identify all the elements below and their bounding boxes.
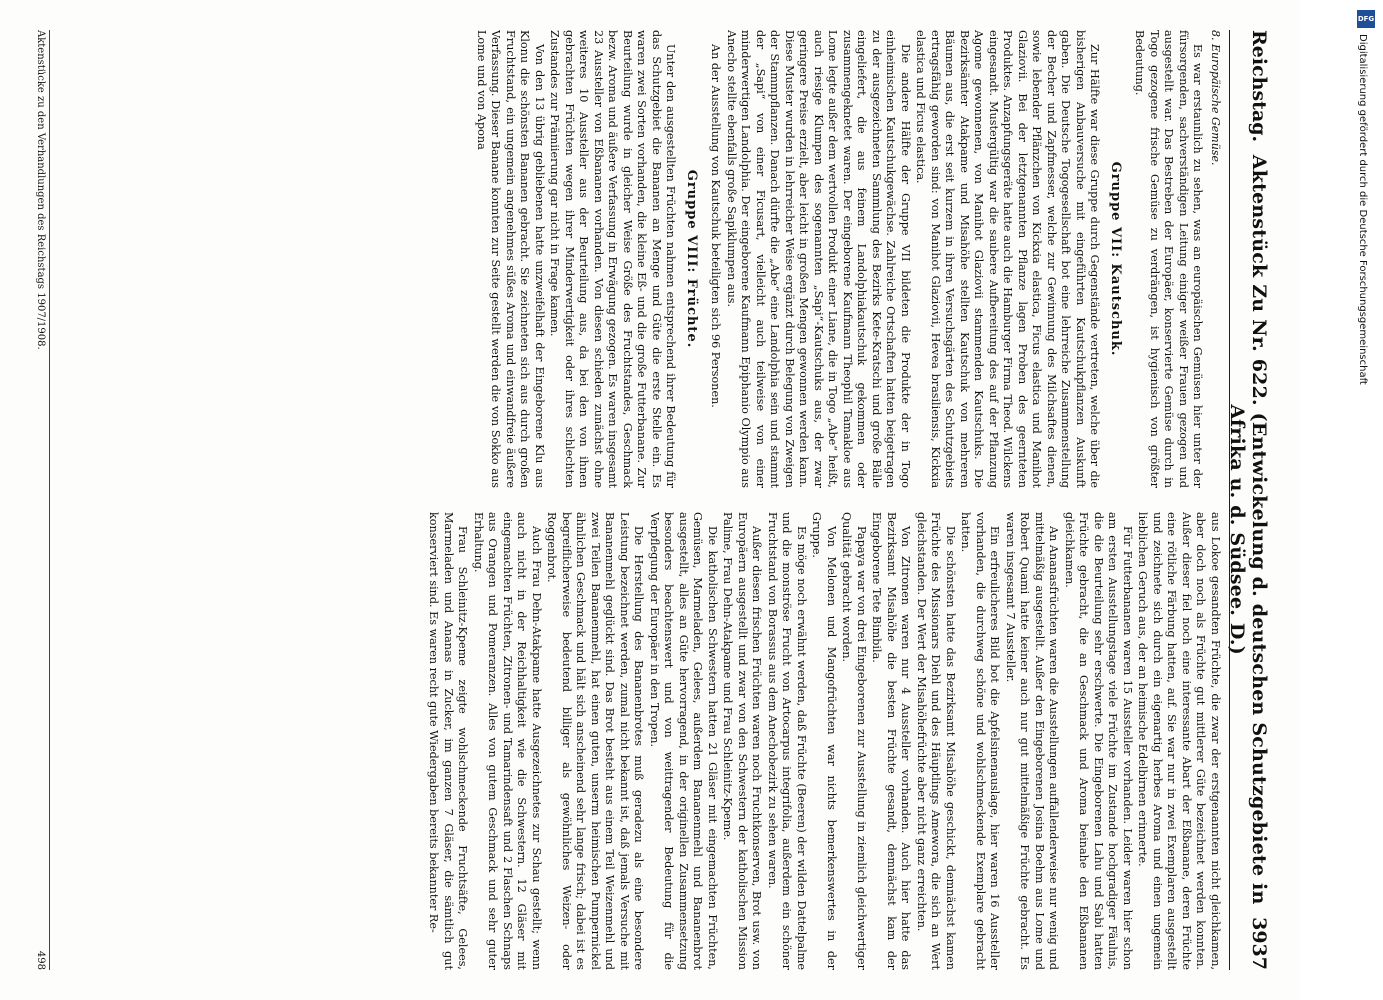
paragraph: Frau Schleinitz-Kpeme zeigte wohlschmeckende Fruchtsäfte, Gelees, Marmeladen und Ananas in Zucker, im ganzen 7 Gläser, die sämtlich gut konserviert sind. Es waren recht gute Wiedergaben bereits bekannter Re- <box>427 512 470 970</box>
page-footer <box>26 30 50 970</box>
funding-text: Digitalisierung gefördert durch die Deutsche Forschungsgemeinschaft <box>1357 34 1368 385</box>
page-number: 3937 <box>1248 917 1270 970</box>
footer-page-number: 498 <box>35 950 46 970</box>
funding-note <box>1357 10 1379 710</box>
subsection-heading: 8. Europäische Gemüse. <box>1209 30 1222 166</box>
footer-source: Aktenstücke zu den Verhandlungen des Reichstags 1907/1908. <box>35 30 46 350</box>
paragraph: Die Herstellung des Bananenbrotes muß geradezu als eine besondere Leistung bezeichnet werden, zumal nicht bekannt ist, daß jemals Versuche mit Bananenmehl geglückt sind. Das Brot besteht aus einem Teil Weizenmehl und zwei Teilen Bananenmehl, hat einen guten, unserm heimischen Pumpernickel ähnlichen Geschmack und hält sich anscheinend sehr lange frisch; dabei ist es begreiflicherweise bedeutend billiger als gewöhnliches Weizen- oder Roggenbrot. <box>545 512 646 970</box>
page-header <box>1226 30 1270 970</box>
paragraph: aus Lokoe gesandten Früchte, die zwar der erstgenannten nicht gleichkamen, aber doch noch als Früchte gut mittlerer Güte bezeichnet werden konnten. Außer dieser fiel noch eine interessante Abart der Eßbanane, deren Früchte eine rötliche Färbung hatten, auf. Sie war nur in zwei Exemplaren ausgestellt und zeichnete sich durch ein eigenartig herbes Aroma und einen ungemein lieblichen Geruch aus, der an heimische Edelbirnen erinnerte. <box>1136 512 1222 970</box>
header-title: Aktenstück Zu Nr. 622. (Entwickelung d. deutschen Schutzgebiete in Afrika u. d. Südsee. D.) <box>1226 154 1270 905</box>
paragraph: Zur Hälfte war diese Gruppe durch Gegenstände vertreten, welche über die bisherigen Anbauversuche mit eingeführten Kautschukpflanzen Auskunft gaben. Die Deutsche Togogesellschaft bot eine lehrreiche Zusammenstellung der Becher und Zapfmesser, welche zur Gewinnung des Milchsaftes dienen, sowie lebender Pflänzchen von Kickxia elastica, Ficus elastica und Manihot Glaziovii. Bei der letztgenannten Pflanze lagen Proben des geernteten Produktes. Anzapfungsgeräte hatte auch die Hamburger Firma Theod. Wilckens eingesandt. Mustergültig war die saubere Aufbereitung des auf der Pflanzung Agome gewonnenen, von Manihot Glaziovii stammenden Kautschuks. Die Bezirksämter Atakpame und Misahöhe stellten Kautschuk von mehreren Bäumen aus, die erst seit kurzem in ihren Versuchsgärten des Schutzgebiets ertragsfähig geworden sind: von Manihot Glaziovii, Hevea brasiliensis, Kickxia elastica und Ficus elastica. <box>914 30 1102 488</box>
paragraph: Unter den ausgestellten Früchten nahmen entsprechend ihrer Bedeutung für das Schutzgebiet die Bananen an Menge und Güte die erste Stelle ein. Es waren zwei Sorten vorhanden, die kleine Eß- und die große Futterbanane. Zur Beurteilung wurde in gleicher Weise Größe des Fruchtstandes, Geschmack bezw. Aroma und äußere Verfassung in Erwägung gezogen. Es waren insgesamt 23 Aussteller von Eßbananen vorhanden. Von diesen schieden zunächst ohne weiteres 10 Aussteller aus der Beurteilung aus, da bei den von ihnen gebrachten Früchten wegen ihrer Minderwertigkeit oder ihres schlechten Zustandes zur Prämiierung gar nicht in Frage kamen. <box>548 30 678 488</box>
section-heading-group8: Gruppe VIII: Früchte. <box>684 169 699 349</box>
paragraph: Es war erstaunlich zu sehen, was an europäischen Gemüsen hier unter der fürsorgenden, sachverständigen Leitung einiger weißer Frauen gezogen und ausgestellt war. Das Bestreben der Europäer, konservierte Gemüse durch in Togo gezogene frische Gemüse zu verdrängen, ist hygienisch von größter Bedeutung. <box>1133 30 1205 488</box>
paragraph: Von Zitronen waren nur 4 Aussteller vorhanden. Auch hier hatte das Bezirksamt Misahöhe die besten Früchte gesandt, demnächst kam der Eingeborene Tete Bimbila. <box>870 512 913 970</box>
paragraph: Es möge noch erwähnt werden, daß Früchte (Beeren) der wilden Dattelpalme und die monströse Frucht von Artocarpus integrifolia, außerdem ein schöner Fruchtstand von Borassus aus dem Anechobezirk zu sehen waren. <box>766 512 808 970</box>
paragraph: Außer diesen frischen Früchten waren noch Fruchtkonserven, Brot usw. von Europäern ausgestellt und zwar von den Schwestern der katholischen Mission Palime, Frau Dehn-Atakpame und Frau Schleinitz-Kpeme. <box>721 512 764 970</box>
left-column <box>52 30 1222 488</box>
paragraph: Für Futterbananen waren 15 Aussteller vorhanden. Leider waren hier schon am ersten Ausstellungstage viele Früchte im Zustande hochgradiger Fäulnis, die die Beurteilung sehr erschwerte. Die Eingeborenen Lahu und Sabi hatten Früchte gebracht, die an Geschmack und Aroma beinahe den Eßbananen gleichkamen. <box>1063 512 1134 970</box>
text-columns <box>52 30 1222 970</box>
section-heading-group7: Gruppe VII: Kautschuk. <box>1108 161 1123 357</box>
paragraph: Von den 13 übrig gebliebenen hatte unzweifelhaft der Eingeborene Klu aus Klonu die schönsten Bananen gebracht. Sie zeichneten sich aus durch großen Fruchtstand, ein ungemein angenehmes süßes Aroma und einwandfreie äußere Verfassung. Dieser Banane konnten zur Seite gestellt werden die von Sokko aus Lome und von Apona <box>475 30 546 488</box>
paragraph: Auch Frau Dehn-Atakpame hatte Ausgezeichnetes zur Schau gestellt; wenn auch nicht in der Reichhaltigkeit wie die Schwestern. 12 Gläser mit eingemachten Früchten, Zitronen- und Tamarindensaft und 2 Flaschen Schnaps aus Orangen und Pomeranzen. Alles von gutem Geschmack und sehr guter Erhaltung. <box>472 512 543 970</box>
paragraph: Papaya war von drei Eingeborenen zur Ausstellung in ziemlich gleichwertiger Qualität gebracht worden. <box>840 512 868 970</box>
dfg-logo-icon: DFG <box>1357 10 1375 28</box>
paragraph: Ein erfreulicheres Bild bot die Apfelsinenauslage, hier waren 16 Aussteller vorhanden, die durchweg schöne und wohlschmeckende Exemplare gebracht hatten. <box>959 512 1002 970</box>
paragraph: Von Melonen und Mangofrüchten war nichts bemerkenswertes in der Gruppe. <box>810 512 838 970</box>
paragraph: An der Ausstellung von Kautschuk beteiligten sich 96 Personen. <box>709 44 723 408</box>
paragraph: Die schönsten hatte das Bezirksamt Misahöhe geschickt, demnächst kamen Früchte des Missionars Diehl und des Häuptlings Amewora, die sich an Wert gleichstanden. Der Wert der Misahöhefrüchte aber nicht ganz erreichten. <box>915 512 957 970</box>
paragraph: Die andere Hälfte der Gruppe VII bildeten die Produkte der in Togo einheimischen Kautschukgewächse. Zahlreiche Ortschaften hatten beigetragen zu der ausgezeichneten Sammlung des Bezirks Kete-Kratschi und große Bälle eingeliefert, die aus feinem Landolphiakautschuk gekommen oder zusammengeknetet waren. Der eingeborene Kaufmann Theophil Tamakloe aus Lome legte außer dem wertvollen Produkt einer Liane, die in Togo „Abe“ heißt, auch riesige Klumpen des sogenannten „Sapi“-Kautschuks aus, der zwar geringere Preise erzielt, aber leicht in großen Mengen gewonnen werden kann. Diese Muster wurden in lehrreicher Weise ergänzt durch Belegung von Zweigen der Stammpflanzen. Danach dürfte die „Abe“ eine Landolphia sein und stammt der „Sapi“ von einer Ficusart, vielleicht auch teilweise von einer minderwertigen Landolphia. Der eingeborene Kaufmann Epiphanio Olympio aus Anecho stellte ebenfalls große Sapiklumpen aus. <box>725 30 912 488</box>
right-column <box>52 512 1222 970</box>
header-left: Reichstag. <box>1248 30 1270 143</box>
paragraph: Die katholischen Schwestern hatten 21 Gläser mit eingemachten Früchten, Gemüsen, Marmeladen, Gelees, außerdem Bananenmehl und Bananenbrot ausgestellt, alles an Güte hervorragend, in der originellen Zusammensetzung besonders beachtenswert und von weittragender Bedeutung für die Verpflegung der Europäer in den Tropen. <box>648 512 719 970</box>
paragraph: An Ananasfrüchten waren die Ausstellungen auffallenderweise nur wenig und mittelmäßig ausgestellt. Außer den Eingeborenen Josina Boehm aus Lome und Robert Quami hatte keiner auch nur gut mittelmäßige Früchte gebracht. Es waren insgesamt 7 Aussteller. <box>1004 512 1061 970</box>
